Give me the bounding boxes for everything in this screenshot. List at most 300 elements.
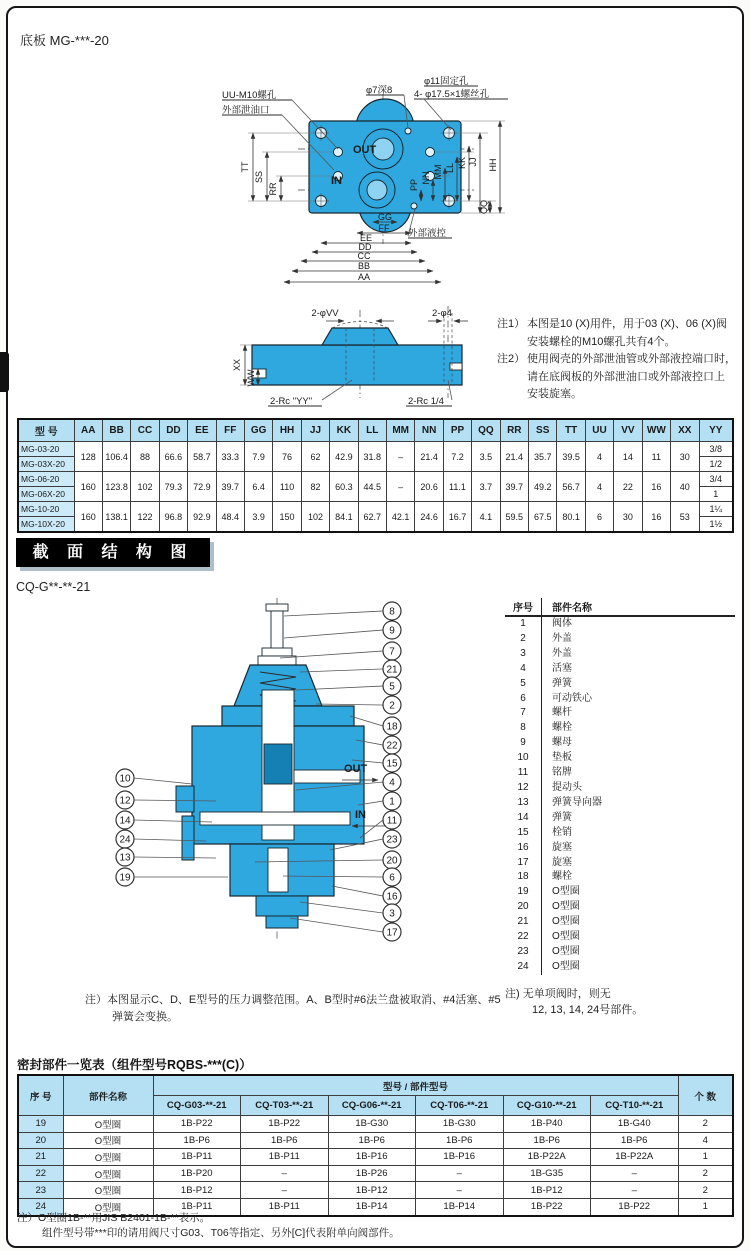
column-header: BB — [102, 419, 130, 442]
dim-value-cell: 6 — [585, 502, 613, 533]
table-row — [18, 1149, 733, 1166]
note2-line2: 请在底阀板的外部泄油口或外部液控口上 — [527, 370, 725, 383]
seal-qty-cell: 1 — [678, 1198, 733, 1215]
seal-part-cell: – — [241, 1182, 329, 1199]
bottom-note-line2: 组件型号带***印的请用阀尺寸G03、T06等指定、另外[C]代表附单向阀部件。 — [42, 1226, 400, 1239]
seal-no-cell: 22 — [18, 1165, 63, 1182]
part-number: 14 — [517, 811, 529, 823]
part-number: 7 — [520, 707, 526, 719]
dim-value-cell: 16.7 — [443, 502, 471, 533]
column-header: WW — [642, 419, 670, 442]
yy-value-cell: 1¼ — [699, 502, 733, 517]
table-row — [18, 1116, 733, 1133]
seal-part-cell: 1B-P6 — [591, 1132, 679, 1149]
seal-col-name: 部件名称 — [63, 1075, 153, 1116]
seal-qty-cell: 2 — [678, 1182, 733, 1199]
list-item — [505, 915, 735, 930]
dim-value-cell: 62 — [301, 442, 329, 472]
seal-no-cell: 19 — [18, 1116, 63, 1133]
dim-mm: MM — [433, 164, 443, 180]
seal-header-row1 — [18, 1075, 733, 1096]
part-name: 旋塞 — [542, 856, 736, 871]
out-flow-label: OUT — [344, 763, 368, 775]
model-column-header: CQ-T06-**-21 — [416, 1096, 504, 1116]
seal-part-cell: – — [591, 1165, 679, 1182]
dim-value-cell: 3.7 — [472, 472, 500, 502]
seal-qty-cell: 1 — [678, 1149, 733, 1166]
section-header: 截 面 结 构 图 — [16, 538, 210, 567]
parts-table-header-row — [505, 598, 735, 616]
bottom-notes — [17, 1211, 717, 1240]
part-number: 20 — [517, 901, 529, 913]
dim-value-cell: 21.4 — [415, 442, 443, 472]
note2-line3: 安装旋塞。 — [527, 388, 582, 400]
seal-part-cell: 1B-P6 — [503, 1132, 591, 1149]
dim-ff: FF — [378, 223, 390, 233]
column-header: CC — [131, 419, 159, 442]
list-item — [505, 647, 735, 662]
side-view-drawing — [0, 297, 520, 415]
seal-no-cell: 23 — [18, 1182, 63, 1199]
part-name: 铭牌 — [542, 766, 736, 781]
dim-value-cell: 62.7 — [358, 502, 386, 533]
table-row — [18, 442, 733, 457]
dim-value-cell: 67.5 — [529, 502, 557, 533]
list-item — [505, 811, 735, 826]
part-number: 3 — [520, 647, 526, 659]
dim-value-cell: 7.9 — [244, 442, 272, 472]
column-header: LL — [358, 419, 386, 442]
callout-number: 9 — [389, 625, 395, 637]
seal-part-cell: – — [591, 1182, 679, 1199]
seal-qty-cell: 2 — [678, 1165, 733, 1182]
dim-value-cell: 6.4 — [244, 472, 272, 502]
seal-part-cell: 1B-P16 — [328, 1149, 416, 1166]
dim-nn: NN — [421, 171, 431, 185]
seal-part-cell: 1B-P14 — [328, 1198, 416, 1215]
callout-number: 1 — [389, 796, 395, 808]
column-header: DD — [159, 419, 187, 442]
list-item — [505, 885, 735, 900]
list-item — [505, 900, 735, 915]
seal-table-title: 密封部件一览表（组件型号RQBS-***(C)） — [17, 1058, 252, 1072]
dim-value-cell: 128 — [74, 442, 102, 472]
cs-note-right-line2: 12, 13, 14, 24号部件。 — [532, 1004, 644, 1016]
dim-value-cell: 33.3 — [216, 442, 244, 472]
seal-col-qty: 个 数 — [678, 1075, 733, 1116]
seal-part-cell: – — [416, 1182, 504, 1199]
column-header: MM — [386, 419, 414, 442]
seal-part-cell: 1B-G40 — [591, 1116, 679, 1133]
dim-value-cell: 39.7 — [216, 472, 244, 502]
part-name: O型圈 — [542, 945, 736, 960]
dim-ww: WW — [246, 369, 256, 387]
part-number: 8 — [520, 722, 526, 734]
part-number: 22 — [517, 931, 529, 943]
out-port-label: OUT — [353, 144, 377, 156]
callout-number: 3 — [389, 908, 395, 920]
part-name: O型圈 — [542, 915, 736, 930]
list-item — [505, 632, 735, 647]
part-name: 提动头 — [542, 781, 736, 796]
seal-name-cell: O型圈 — [63, 1132, 153, 1149]
column-header: GG — [244, 419, 272, 442]
callout-number: 8 — [389, 606, 395, 618]
parts-col-name: 部件名称 — [542, 598, 736, 616]
list-item — [505, 960, 735, 975]
seal-part-cell: – — [416, 1165, 504, 1182]
dim-value-cell: 24.6 — [415, 502, 443, 533]
part-name: 螺杆 — [542, 706, 736, 721]
model-column-header: CQ-G03-**-21 — [153, 1096, 241, 1116]
dim-value-cell: 42.9 — [330, 442, 358, 472]
dim-value-cell: 40 — [671, 472, 699, 502]
dim-value-cell: 123.8 — [102, 472, 130, 502]
dim-value-cell: 14 — [614, 442, 642, 472]
dim-value-cell: 53 — [671, 502, 699, 533]
part-number: 1 — [520, 618, 526, 629]
callout-number: 5 — [389, 681, 395, 693]
seal-part-cell: 1B-P22A — [591, 1149, 679, 1166]
cross-section-note-left — [85, 992, 515, 1026]
dim-value-cell: 31.8 — [358, 442, 386, 472]
seal-part-cell: 1B-G30 — [416, 1116, 504, 1133]
callout-number: 4 — [389, 777, 395, 789]
column-header: TT — [557, 419, 585, 442]
part-number: 12 — [517, 781, 529, 793]
model-cell: MG-06X-20 — [18, 487, 74, 502]
callout-number: 10 — [119, 773, 131, 785]
dim-value-cell: 160 — [74, 502, 102, 533]
callout-number: 19 — [119, 872, 131, 884]
callout-number: 24 — [119, 834, 131, 846]
dim-value-cell: 16 — [642, 472, 670, 502]
seal-part-cell: 1B-P22 — [241, 1116, 329, 1133]
part-name: O型圈 — [542, 930, 736, 945]
seal-part-cell: 1B-P22A — [503, 1149, 591, 1166]
rc-yy-label: 2-Rc "YY" — [270, 396, 313, 407]
part-name: 螺栓 — [542, 721, 736, 736]
part-name: 可动铁心 — [542, 692, 736, 707]
part-number: 19 — [517, 886, 529, 898]
part-name: 栓销 — [542, 826, 736, 841]
part-name: 外盖 — [542, 647, 736, 662]
callout-number: 15 — [386, 758, 398, 770]
cs-note-left-line2: 弹簧会变换。 — [112, 1011, 178, 1023]
dim-2phi4: 2-φ4 — [432, 308, 452, 319]
dim-value-cell: 39.7 — [500, 472, 528, 502]
seal-part-cell: 1B-P11 — [241, 1149, 329, 1166]
list-item — [505, 662, 735, 677]
column-header: RR — [500, 419, 528, 442]
dim-value-cell: 11 — [642, 442, 670, 472]
part-name: 弹簧 — [542, 677, 736, 692]
list-item — [505, 677, 735, 692]
model-column-header: CQ-T10-**-21 — [591, 1096, 679, 1116]
column-header: SS — [529, 419, 557, 442]
list-item — [505, 751, 735, 766]
part-number: 13 — [517, 796, 529, 808]
dim-value-cell: 35.7 — [529, 442, 557, 472]
part-number: 5 — [520, 677, 526, 689]
part-number: 17 — [517, 856, 529, 868]
part-number: 11 — [517, 767, 529, 779]
pilot-port-label: 外部液控 — [408, 228, 447, 239]
part-number: 15 — [517, 826, 529, 838]
dim-value-cell: 150 — [273, 502, 301, 533]
list-item — [505, 721, 735, 736]
cross-section-note-right — [505, 986, 735, 1018]
yy-value-cell: 1/2 — [699, 457, 733, 472]
dim-value-cell: 44.5 — [358, 472, 386, 502]
dim-value-cell: 4 — [585, 442, 613, 472]
column-header: JJ — [301, 419, 329, 442]
column-header: AA — [74, 419, 102, 442]
seal-part-cell: 1B-P14 — [416, 1198, 504, 1215]
seal-no-cell: 20 — [18, 1132, 63, 1149]
seal-part-cell: 1B-P22 — [591, 1198, 679, 1215]
list-item — [505, 856, 735, 871]
dim-value-cell: 106.4 — [102, 442, 130, 472]
column-header: KK — [330, 419, 358, 442]
dim-value-cell: 21.4 — [500, 442, 528, 472]
list-item — [505, 766, 735, 781]
dim-value-cell: 42.1 — [386, 502, 414, 533]
note1-line1: 本图是10 (X)用件，用于03 (X)、06 (X)阀 — [527, 318, 727, 330]
dim-value-cell: 79.3 — [159, 472, 187, 502]
model-cell: MG-03-20 — [18, 442, 74, 457]
cs-note-left-line1: 本图显示C、D、E型号的压力调整范围。A、B型时#6法兰盘被取消、#4活塞、#5 — [107, 994, 501, 1006]
dimension-table — [17, 418, 734, 533]
model-cell: MG-10X-20 — [18, 517, 74, 533]
seal-part-cell: 1B-P11 — [153, 1198, 241, 1215]
table-row — [18, 1132, 733, 1149]
part-name: 弹簧 — [542, 811, 736, 826]
seal-no-cell: 24 — [18, 1198, 63, 1215]
seal-name-cell: O型圈 — [63, 1165, 153, 1182]
dim-pp: PP — [409, 178, 419, 192]
in-flow-label: IN — [355, 809, 366, 821]
seal-part-cell: 1B-P20 — [153, 1165, 241, 1182]
seal-part-cell: 1B-P6 — [153, 1132, 241, 1149]
note2-line1: 使用阀壳的外部泄油管或外部液控端口时， — [527, 353, 736, 365]
dim-value-cell: 102 — [131, 472, 159, 502]
column-header: VV — [614, 419, 642, 442]
part-name: 弹簧导向器 — [542, 796, 736, 811]
callout-number: 6 — [389, 872, 395, 884]
list-item — [505, 796, 735, 811]
dim-value-cell: 4.1 — [472, 502, 500, 533]
dim-value-cell: 122 — [131, 502, 159, 533]
seal-part-cell: 1B-P6 — [416, 1132, 504, 1149]
cross-section-drawing — [0, 595, 520, 945]
seal-part-cell: 1B-P12 — [328, 1182, 416, 1199]
dim-value-cell: 59.5 — [500, 502, 528, 533]
part-number: 16 — [517, 841, 529, 853]
dim-value-cell: 20.6 — [415, 472, 443, 502]
dim-qq: QQ — [479, 199, 489, 215]
dim-value-cell: 3.9 — [244, 502, 272, 533]
parts-table — [505, 598, 735, 975]
list-item — [505, 616, 735, 632]
dim-value-cell: 4 — [585, 472, 613, 502]
dim-value-cell: 72.9 — [188, 472, 216, 502]
dim-bb: BB — [357, 261, 371, 271]
part-number: 18 — [517, 871, 529, 883]
dim-value-cell: 76 — [273, 442, 301, 472]
yy-value-cell: 3/8 — [699, 442, 733, 457]
section-model-code: CQ-G**-**-21 — [16, 580, 91, 594]
dim-value-cell: 11.1 — [443, 472, 471, 502]
uu-m10-label: UU-M10螺孔 — [222, 90, 277, 101]
bottom-dimensions — [284, 212, 441, 282]
seal-part-cell: 1B-P40 — [503, 1116, 591, 1133]
yy-value-cell: 3/4 — [699, 472, 733, 487]
part-number: 4 — [520, 662, 526, 674]
dim-value-cell: – — [386, 442, 414, 472]
part-name: 外盖 — [542, 632, 736, 647]
column-header: EE — [188, 419, 216, 442]
part-number: 23 — [517, 945, 529, 957]
column-header: PP — [443, 419, 471, 442]
seal-part-cell: 1B-P26 — [328, 1165, 416, 1182]
seal-part-cell: 1B-P12 — [503, 1182, 591, 1199]
dim-value-cell: 56.7 — [557, 472, 585, 502]
column-header: QQ — [472, 419, 500, 442]
dim-value-cell: 138.1 — [102, 502, 130, 533]
column-header: YY — [699, 419, 733, 442]
part-number: 10 — [517, 752, 529, 764]
column-header: XX — [671, 419, 699, 442]
part-number: 9 — [520, 737, 526, 749]
dim-value-cell: 60.3 — [330, 472, 358, 502]
seal-part-cell: 1B-G35 — [503, 1165, 591, 1182]
dim-ss: SS — [254, 170, 264, 184]
callout-number: 12 — [119, 795, 131, 807]
part-name: O型圈 — [542, 885, 736, 900]
callout-number: 16 — [386, 891, 398, 903]
dim-value-cell: – — [386, 472, 414, 502]
column-header: 型 号 — [18, 419, 74, 442]
cs-note-right-line1: 无单项阀时，则无 — [522, 988, 611, 1000]
part-number: 24 — [517, 960, 529, 972]
dim-2phivv: 2-φVV — [311, 308, 339, 319]
dim-aa: AA — [357, 272, 371, 282]
seal-name-cell: O型圈 — [63, 1182, 153, 1199]
model-column-header: CQ-G10-**-21 — [503, 1096, 591, 1116]
dim-value-cell: 66.6 — [159, 442, 187, 472]
model-cell: MG-06-20 — [18, 472, 74, 487]
drain-port-label: 外部泄油口 — [222, 105, 270, 116]
list-item — [505, 736, 735, 751]
seal-part-cell: 1B-P6 — [241, 1132, 329, 1149]
part-name: 螺栓 — [542, 870, 736, 885]
seal-qty-cell: 2 — [678, 1116, 733, 1133]
dim-kk: KK — [457, 156, 467, 170]
callout-number: 18 — [386, 721, 398, 733]
cs-note-left-label: 注） — [85, 994, 107, 1006]
list-item — [505, 692, 735, 707]
part-name: 旋塞 — [542, 841, 736, 856]
seal-part-cell: 1B-P22 — [503, 1198, 591, 1215]
dim-value-cell: 58.7 — [188, 442, 216, 472]
part-number: 2 — [520, 632, 526, 644]
seal-no-cell: 21 — [18, 1149, 63, 1166]
column-header: UU — [585, 419, 613, 442]
seal-part-cell: 1B-P6 — [328, 1132, 416, 1149]
note1-label: 注1） — [497, 318, 526, 330]
seal-name-cell: O型圈 — [63, 1198, 153, 1215]
parts-table-body — [505, 616, 735, 975]
seal-name-cell: O型圈 — [63, 1116, 153, 1133]
valve-shape — [176, 598, 364, 940]
list-item — [505, 841, 735, 856]
part-name: 阀体 — [542, 616, 736, 632]
model-column-header: CQ-T03-**-21 — [241, 1096, 329, 1116]
part-number: 6 — [520, 692, 526, 704]
dim-value-cell: 160 — [74, 472, 102, 502]
thread-hole-label: 4- φ17.5×1螺丝孔 — [414, 89, 490, 100]
bottom-note-label: 注） — [17, 1212, 38, 1224]
seal-col-no: 序 号 — [18, 1075, 63, 1116]
dim-ll: LL — [445, 162, 455, 174]
dim-value-cell: 96.8 — [159, 502, 187, 533]
plan-view-drawing — [0, 72, 750, 300]
rc-14-label: 2-Rc 1/4 — [408, 396, 444, 407]
model-cell: MG-03X-20 — [18, 457, 74, 472]
dim-rr: RR — [268, 182, 278, 196]
table-row — [18, 1182, 733, 1199]
callout-number: 7 — [389, 646, 395, 658]
part-name: 活塞 — [542, 662, 736, 677]
dim-value-cell: 30 — [614, 502, 642, 533]
part-number: 21 — [517, 916, 529, 928]
dim-value-cell: 82 — [301, 472, 329, 502]
dim-value-cell: 30 — [671, 442, 699, 472]
note1-line2: 安装螺栓的M10螺孔共有4个。 — [527, 335, 676, 348]
seal-part-cell: – — [241, 1165, 329, 1182]
side-view-shape — [252, 306, 462, 398]
dim-cc: CC — [357, 251, 371, 261]
part-name: 垫板 — [542, 751, 736, 766]
dim-value-cell: 7.2 — [443, 442, 471, 472]
callout-number: 22 — [386, 740, 398, 752]
dim-value-cell: 84.1 — [330, 502, 358, 533]
dim-tt: TT — [240, 161, 250, 173]
list-item — [505, 706, 735, 721]
seal-part-cell: 1B-P16 — [416, 1149, 504, 1166]
seal-part-cell: 1B-P22 — [153, 1116, 241, 1133]
yy-value-cell: 1½ — [699, 517, 733, 533]
table-row — [18, 502, 733, 517]
list-item — [505, 870, 735, 885]
list-item — [505, 826, 735, 841]
column-header: FF — [216, 419, 244, 442]
plan-view-notes — [497, 316, 741, 404]
dim-value-cell: 49.2 — [529, 472, 557, 502]
dim-jj: JJ — [468, 157, 478, 167]
dim-value-cell: 16 — [642, 502, 670, 533]
in-port-label: IN — [331, 175, 342, 187]
column-header: HH — [273, 419, 301, 442]
seal-part-cell: 1B-P11 — [241, 1198, 329, 1215]
seal-col-models: 型号 / 部件型号 — [153, 1075, 678, 1096]
part-name: O型圈 — [542, 900, 736, 915]
model-column-header: CQ-G06-**-21 — [328, 1096, 416, 1116]
dim-xx: XX — [232, 358, 242, 372]
note2-label: 注2） — [497, 353, 526, 365]
dim-value-cell: 22 — [614, 472, 642, 502]
